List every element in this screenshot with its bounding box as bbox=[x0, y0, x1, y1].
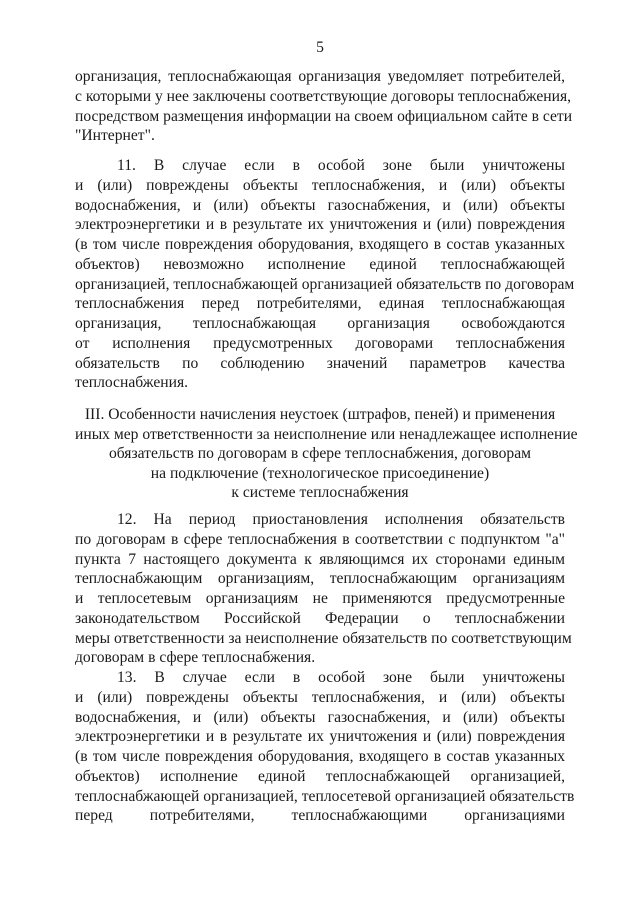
text-line: организация, теплоснабжающая организация освобождаются bbox=[75, 315, 565, 332]
text-line: объектов) невозможно исполнение единой теплоснабжающей bbox=[75, 255, 565, 273]
text-line: теплоснабжающей организацией, теплосетевой организацией обязательств bbox=[75, 787, 575, 805]
text-line: от исполнения предусмотренных договорами теплоснабжения bbox=[75, 334, 565, 352]
text-line: электроэнергетики и в результате их уничтожения и (или) повреждения bbox=[75, 728, 565, 746]
text-line: (в том числе повреждения оборудования, входящего в состав указанных bbox=[75, 748, 565, 765]
paragraph-12 bbox=[75, 510, 572, 668]
paragraph-13 bbox=[75, 668, 575, 826]
text-line: меры ответственности за неисполнение обязательств по соответствующим bbox=[75, 629, 572, 647]
text-line: и теплосетевым организациям не применяются предусмотренные bbox=[75, 590, 565, 607]
paragraph-11 bbox=[75, 156, 575, 393]
text-line: теплоснабжения. bbox=[75, 374, 189, 392]
text-line: законодательством Российской Федерации о теплоснабжении bbox=[75, 609, 565, 627]
heading-line: к системе теплоснабжения bbox=[231, 484, 409, 501]
text-line: организацией, теплоснабжающей организацией обязательств по договорам bbox=[75, 275, 575, 293]
text-line: 13. В случае если в особой зоне были уничтожены bbox=[117, 669, 565, 686]
text-line: теплоснабжающим организациям, теплоснабжающим организациям bbox=[75, 570, 565, 588]
text-line: по договорам в сфере теплоснабжения в соответствии с подпунктом "а" bbox=[75, 530, 565, 548]
page-number: 5 bbox=[316, 39, 324, 56]
text-line: объектов) исполнение единой теплоснабжающей организацией, bbox=[75, 767, 565, 785]
text-line: с которыми у нее заключены соответствующие договоры теплоснабжения, bbox=[75, 87, 572, 105]
text-line: и (или) повреждены объекты теплоснабжения, и (или) объекты bbox=[75, 176, 565, 194]
text-line: 12. На период приостановления исполнения обязательств bbox=[117, 511, 565, 528]
text-line: электроэнергетики и в результате их уничтожения и (или) повреждения bbox=[75, 216, 565, 234]
text-line: посредством размещения информации на своем официальном сайте в сети bbox=[75, 107, 573, 125]
section-heading bbox=[75, 405, 578, 503]
heading-line: обязательств по договорам в сфере теплоснабжения, договорам bbox=[108, 445, 532, 462]
text-line: пункта 7 настоящего документа к являющимся их сторонами единым bbox=[75, 550, 565, 568]
heading-line: на подключение (технологическое присоединение) bbox=[150, 464, 490, 482]
text-line: 11. В случае если в особой зоне были уничтожены bbox=[117, 157, 565, 174]
text-line: обязательств по соблюдению значений параметров качества bbox=[75, 354, 565, 372]
text-line: "Интернет". bbox=[75, 127, 155, 145]
text-line: перед потребителями, теплоснабжающими организациями bbox=[75, 807, 565, 825]
text-line: организация, теплоснабжающая организация уведомляет потребителей, bbox=[75, 68, 565, 85]
heading-line: иных мер ответственности за неисполнение или ненадлежащее исполнение bbox=[75, 425, 578, 443]
paragraph-continuation bbox=[75, 67, 573, 146]
text-line: договорам в сфере теплоснабжения. bbox=[75, 649, 316, 667]
text-line: теплоснабжения перед потребителями, единая теплоснабжающая bbox=[75, 295, 565, 313]
text-line: водоснабжения, и (или) объекты газоснабжения, и (или) объекты bbox=[75, 708, 565, 726]
heading-line: III. Особенности начисления неустоек (штрафов, пеней) и применения bbox=[84, 406, 556, 423]
text-line: водоснабжения, и (или) объекты газоснабжения, и (или) объекты bbox=[75, 196, 565, 214]
text-line: и (или) повреждены объекты теплоснабжения, и (или) объекты bbox=[75, 688, 565, 706]
text-line: (в том числе повреждения оборудования, входящего в состав указанных bbox=[75, 236, 565, 253]
